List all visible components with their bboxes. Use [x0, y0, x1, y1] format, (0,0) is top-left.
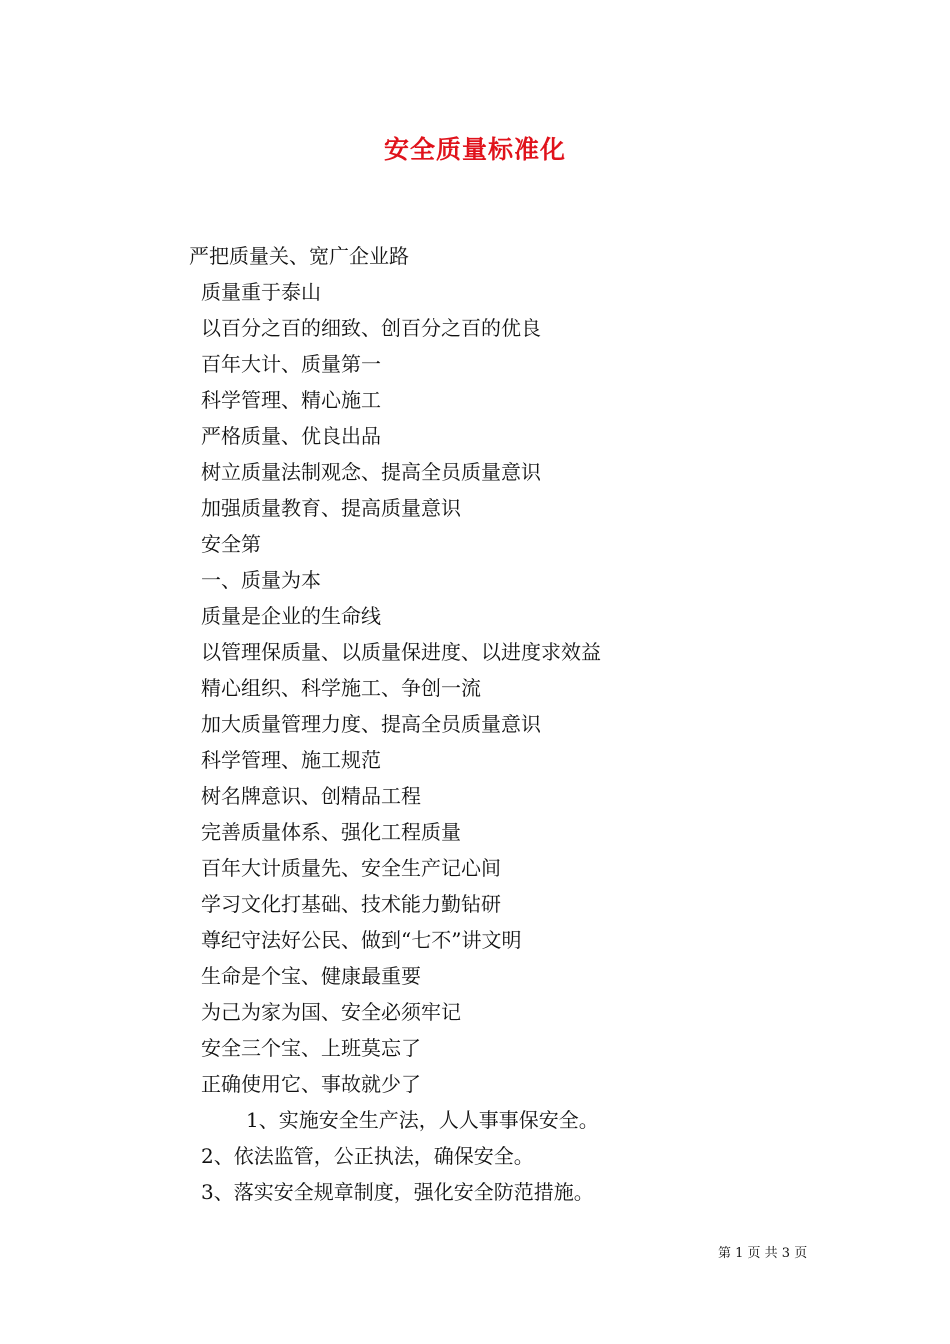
body-line: 正确使用它、事故就少了 — [201, 1072, 421, 1096]
body-line: 精心组织、科学施工、争创一流 — [201, 676, 481, 700]
body-line: 一、质量为本 — [201, 568, 321, 592]
body-line: 树立质量法制观念、提高全员质量意识 — [201, 460, 541, 484]
body-line: 以管理保质量、以质量保进度、以进度求效益 — [201, 640, 601, 664]
body-line: 质量重于泰山 — [201, 280, 321, 304]
body-line: 严把质量关、宽广企业路 — [189, 244, 409, 268]
body-line: 3、落实安全规章制度，强化安全防范措施。 — [201, 1180, 594, 1204]
body-line: 完善质量体系、强化工程质量 — [201, 820, 461, 844]
body-line: 安全第 — [201, 532, 261, 556]
body-line: 尊纪守法好公民、做到“七不”讲文明 — [201, 928, 522, 952]
document-title: 安全质量标准化 — [383, 135, 566, 164]
body-line: 科学管理、精心施工 — [201, 388, 381, 412]
body-line: 严格质量、优良出品 — [201, 424, 381, 448]
body-line: 生命是个宝、健康最重要 — [201, 964, 421, 988]
body-line: 百年大计质量先、安全生产记心间 — [201, 856, 501, 880]
body-line: 科学管理、施工规范 — [201, 748, 381, 772]
body-line: 加强质量教育、提高质量意识 — [201, 496, 461, 520]
body-line: 2、依法监管，公正执法，确保安全。 — [201, 1144, 534, 1168]
body-line: 百年大计、质量第一 — [201, 352, 381, 376]
body-line: 为己为家为国、安全必须牢记 — [201, 1000, 461, 1024]
body-line: 加大质量管理力度、提高全员质量意识 — [201, 712, 541, 736]
page-number-footer: 第 1 页 共 3 页 — [718, 1246, 808, 1261]
body-line: 安全三个宝、上班莫忘了 — [201, 1036, 421, 1060]
document-body — [0, 238, 950, 1210]
body-line: 以百分之百的细致、创百分之百的优良 — [201, 316, 541, 340]
body-line: 树名牌意识、创精品工程 — [201, 784, 421, 808]
body-line: 学习文化打基础、技术能力勤钻研 — [201, 892, 501, 916]
body-line: 质量是企业的生命线 — [201, 604, 381, 628]
body-line: 1、实施安全生产法，人人事事保安全。 — [246, 1108, 599, 1132]
